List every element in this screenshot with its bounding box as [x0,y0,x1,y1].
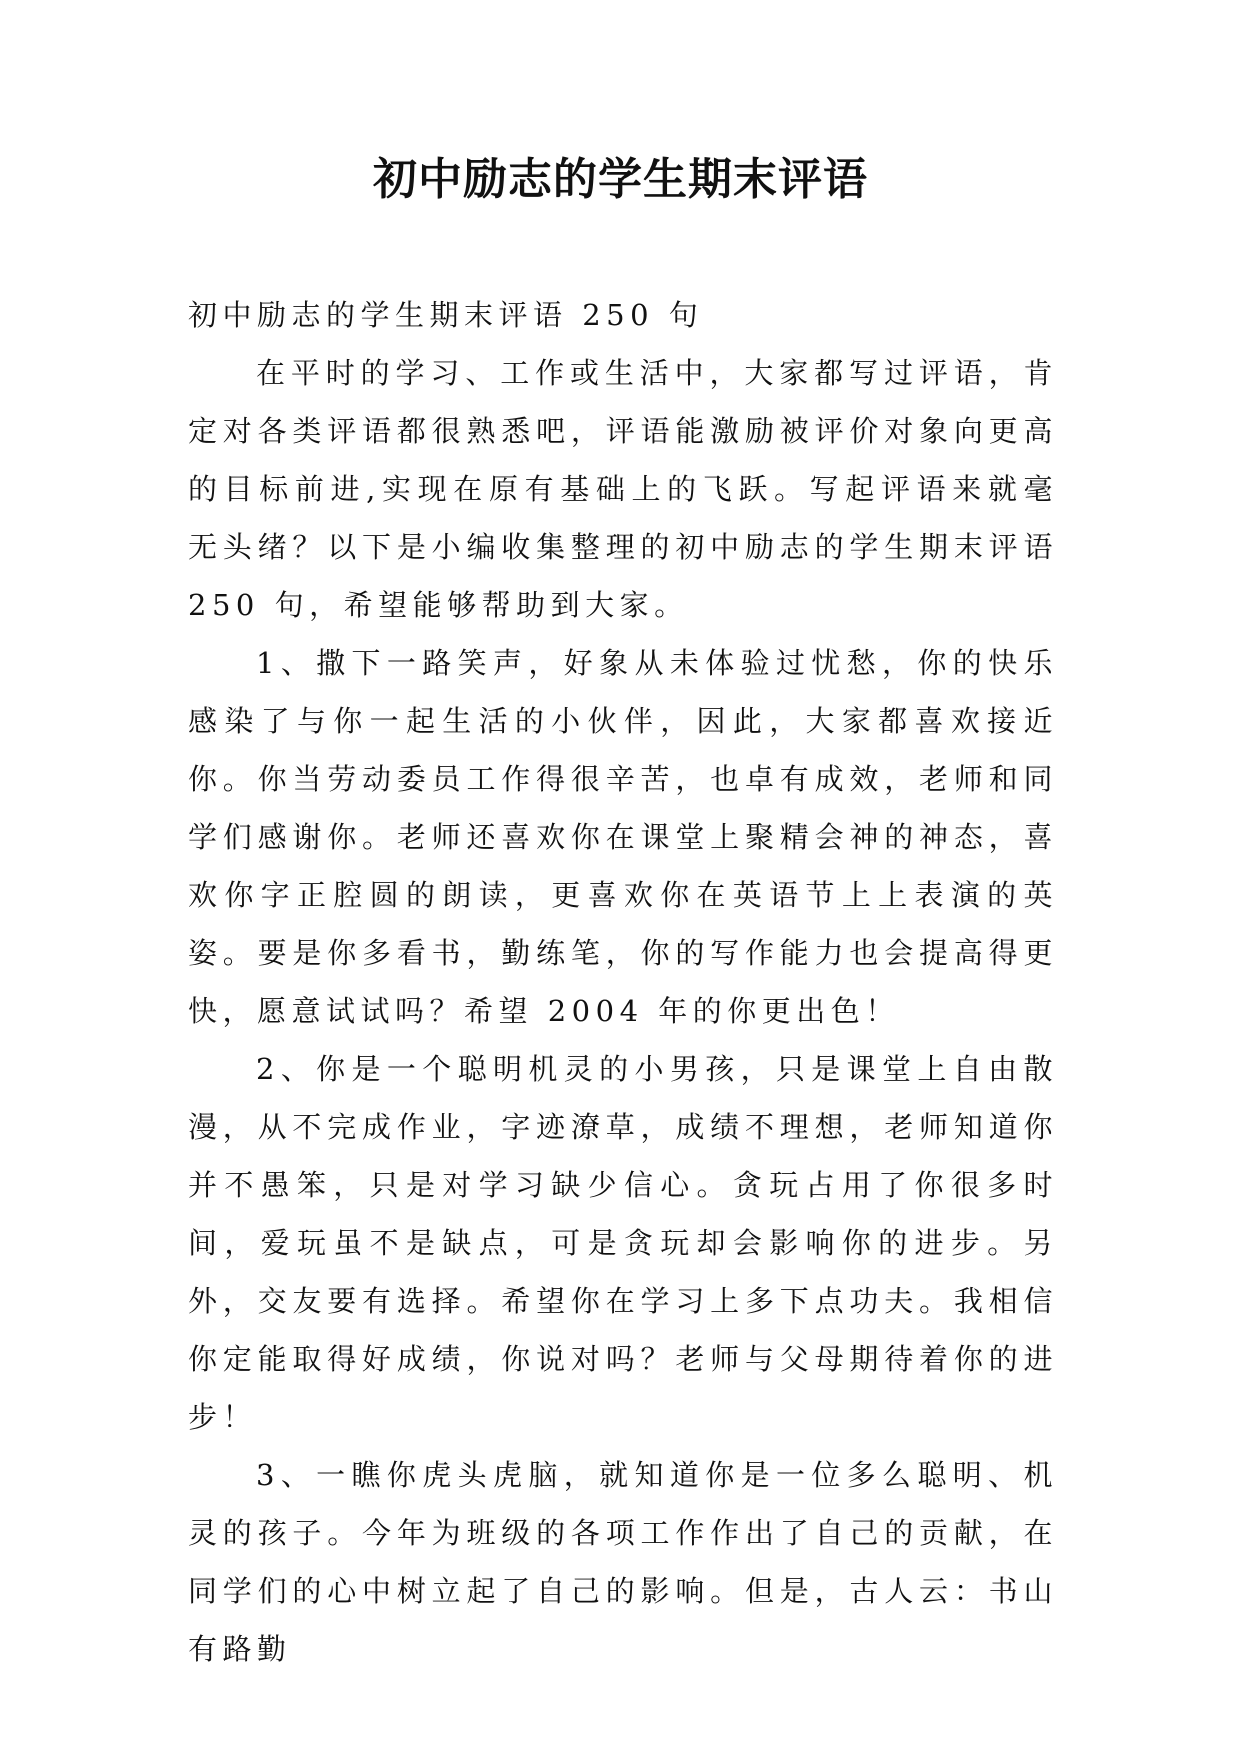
comment-paragraph-1: 1、撒下一路笑声，好象从未体验过忧愁，你的快乐感染了与你一起生活的小伙伴，因此，大家都喜欢接近你。你当劳动委员工作得很辛苦，也卓有成效，老师和同学们感谢你。老师还喜欢你在课堂上聚精会神的神态，喜欢你字正腔圆的朗读，更喜欢你在英语节上上表演的英姿。要是你多看书，勤练笔，你的写作能力也会提高得更快，愿意试试吗？希望 2004 年的你更出色！ [188,646,1058,1028]
intro-paragraph: 在平时的学习、工作或生活中，大家都写过评语，肯定对各类评语都很熟悉吧，评语能激励被评价对象向更高的目标前进,实现在原有基础上的飞跃。写起评语来就毫无头绪？以下是小编收集整理的初中励志的学生期末评语 250 句，希望能够帮助到大家。 [188,356,1058,622]
document-title: 初中励志的学生期末评语 [373,154,868,205]
comment-paragraph-3: 3、一瞧你虎头虎脑，就知道你是一位多么聪明、机灵的孩子。今年为班级的各项工作作出了自己的贡献，在同学们的心中树立起了自己的影响。但是，古人云：书山有路勤 [188,1458,1058,1666]
comment-paragraph-2: 2、你是一个聪明机灵的小男孩，只是课堂上自由散漫，从不完成作业，字迹潦草，成绩不理想，老师知道你并不愚笨，只是对学习缺少信心。贪玩占用了你很多时间，爱玩虽不是缺点，可是贪玩却会影响你的进步。另外，交友要有选择。希望你在学习上多下点功夫。我相信你定能取得好成绩，你说对吗？老师与父母期待着你的进步！ [188,1052,1058,1434]
document-body [188,286,1058,1678]
document-subtitle: 初中励志的学生期末评语 250 句 [188,298,704,332]
